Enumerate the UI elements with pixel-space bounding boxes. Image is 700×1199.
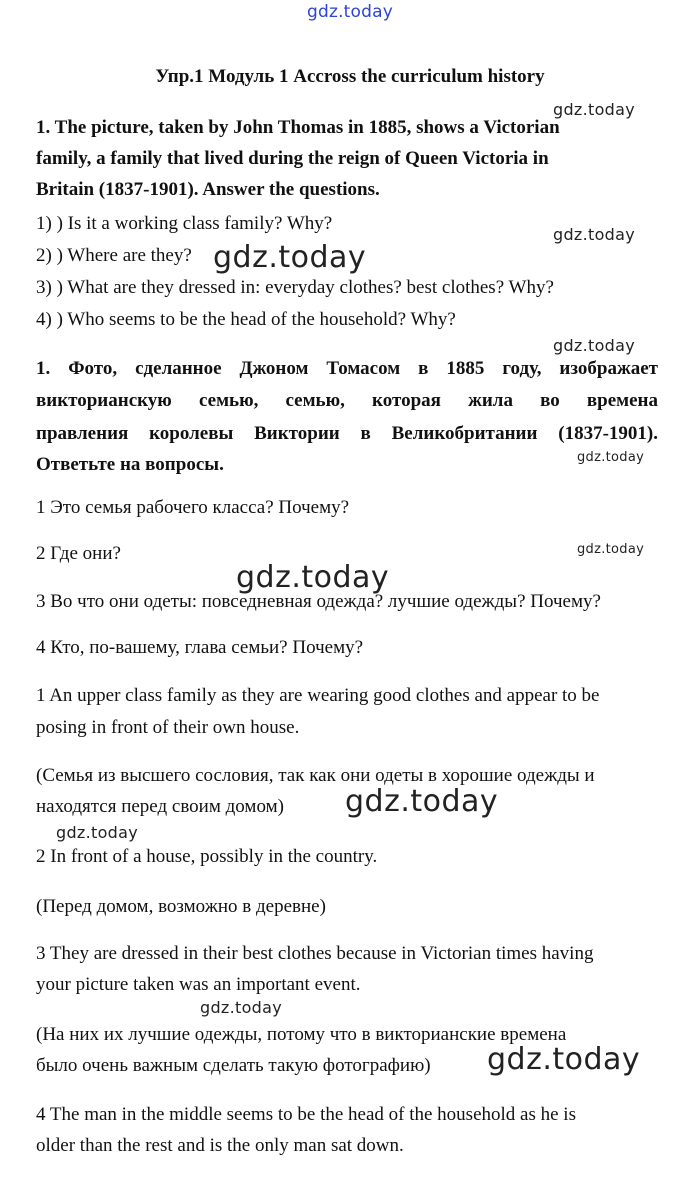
answer-4-en-line-1: 4 The man in the middle seems to be the head of the household as he is — [36, 1104, 576, 1125]
question-ru-1: 1 Это семья рабочего класса? Почему? — [36, 497, 350, 518]
answer-4-en-line-2: older than the rest and is the only man sat down. — [36, 1135, 404, 1156]
answer-1-ru-line-2: находятся перед своим домом) — [36, 796, 284, 817]
watermark: gdz.today — [487, 1042, 641, 1077]
question-en-3: 3) ) What are they dressed in: everyday clothes? best clothes? Why? — [36, 277, 554, 298]
task-ru-line-3: правления королевы Виктории в Великобритании (1837-1901). — [36, 423, 658, 444]
task-en-line-2: family, a family that lived during the reign of Queen Victoria in — [36, 148, 549, 169]
question-en-4: 4) ) Who seems to be the head of the household? Why? — [36, 309, 456, 330]
watermark: gdz.today — [56, 823, 138, 842]
task-en-line-1: 1. The picture, taken by John Thomas in 1885, shows a Victorian — [36, 117, 560, 138]
question-en-1: 1) ) Is it a working class family? Why? — [36, 213, 333, 234]
watermark: gdz.today — [577, 542, 645, 557]
question-ru-4: 4 Кто, по-вашему, глава семьи? Почему? — [36, 637, 364, 658]
watermark: gdz.today — [553, 100, 635, 119]
answer-3-ru-line-1: (На них их лучшие одежды, потому что в викторианские времена — [36, 1024, 567, 1045]
watermark: gdz.today — [213, 240, 367, 275]
task-ru-line-2: викторианскую семью, семью, которая жила во времена — [36, 390, 658, 411]
answer-2-en: 2 In front of a house, possibly in the country. — [36, 846, 378, 867]
watermark: gdz.today — [553, 336, 635, 355]
watermark: gdz.today — [200, 998, 282, 1017]
task-en-line-3: Britain (1837-1901). Answer the questions. — [36, 179, 380, 200]
answer-3-en-line-1: 3 They are dressed in their best clothes because in Victorian times having — [36, 943, 594, 964]
site-link[interactable]: gdz.today — [306, 2, 394, 22]
question-en-2: 2) ) Where are they? — [36, 245, 192, 266]
answer-1-en-line-2: posing in front of their own house. — [36, 717, 300, 738]
question-ru-3: 3 Во что они одеты: повседневная одежда? лучшие одежды? Почему? — [36, 591, 601, 612]
answer-2-ru: (Перед домом, возможно в деревне) — [36, 896, 326, 917]
task-ru-line-4: Ответьте на вопросы. — [36, 454, 224, 475]
answer-1-en-line-1: 1 An upper class family as they are wearing good clothes and appear to be — [36, 685, 600, 706]
watermark: gdz.today — [345, 784, 499, 819]
answer-3-en-line-2: your picture taken was an important event. — [36, 974, 361, 995]
page-title: Упр.1 Модуль 1 Accross the curriculum history — [155, 66, 545, 87]
question-ru-2: 2 Где они? — [36, 543, 121, 564]
watermark: gdz.today — [236, 560, 390, 595]
task-ru-line-1: 1. Фото, сделанное Джоном Томасом в 1885 году, изображает — [36, 358, 658, 379]
answer-1-ru-line-1: (Семья из высшего сословия, так как они одеты в хорошие одежды и — [36, 765, 595, 786]
answer-3-ru-line-2: было очень важным сделать такую фотографию) — [36, 1055, 431, 1076]
watermark: gdz.today — [553, 225, 635, 244]
watermark: gdz.today — [577, 450, 645, 465]
